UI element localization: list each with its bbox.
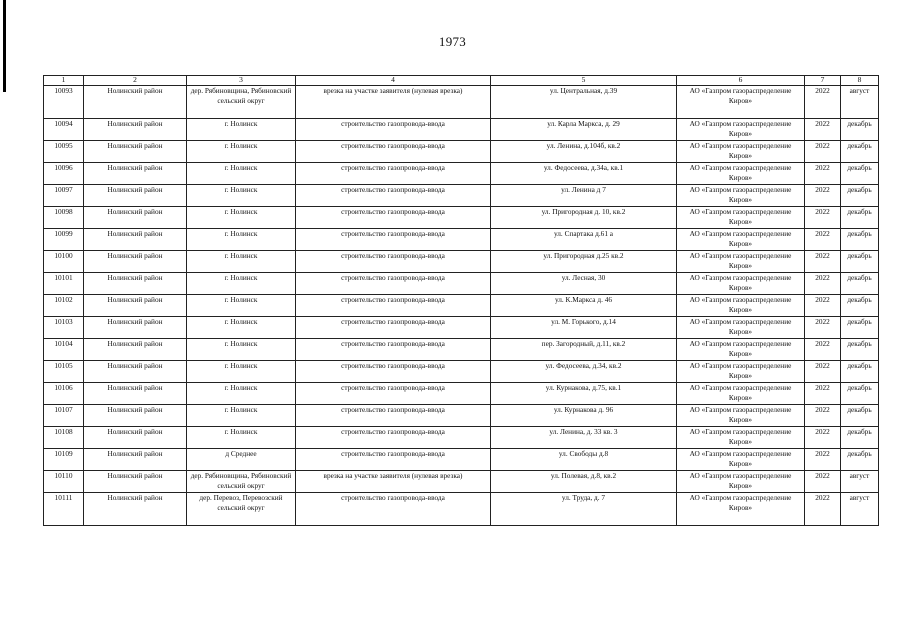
cell-district: Нолинский район xyxy=(84,449,187,471)
cell-month: декабрь xyxy=(841,273,879,295)
table-row xyxy=(44,163,879,185)
table-row xyxy=(44,383,879,405)
table-row xyxy=(44,119,879,141)
column-header: 4 xyxy=(296,76,491,86)
cell-address: ул. К.Маркса д. 46 xyxy=(491,295,677,317)
cell-district: Нолинский район xyxy=(84,339,187,361)
cell-month: август xyxy=(841,471,879,493)
cell-organization: АО «Газпром газораспределение Киров» xyxy=(677,141,805,163)
page-number: 1973 xyxy=(438,34,467,49)
cell-year: 2022 xyxy=(805,207,841,229)
cell-month: август xyxy=(841,86,879,119)
header-row xyxy=(44,76,879,86)
cell-number: 10105 xyxy=(44,361,84,383)
cell-year: 2022 xyxy=(805,141,841,163)
cell-district: Нолинский район xyxy=(84,119,187,141)
cell-address: ул. Труда, д. 7 xyxy=(491,493,677,526)
cell-settlement: г. Нолинск xyxy=(187,207,296,229)
cell-settlement: г. Нолинск xyxy=(187,295,296,317)
cell-organization: АО «Газпром газораспределение Киров» xyxy=(677,493,805,526)
column-header: 5 xyxy=(491,76,677,86)
cell-work-type: врезка на участке заявителя (нулевая врезка) xyxy=(296,86,491,119)
cell-month: декабрь xyxy=(841,207,879,229)
cell-year: 2022 xyxy=(805,273,841,295)
cell-district: Нолинский район xyxy=(84,405,187,427)
cell-address: ул. Пригородная д. 10, кв.2 xyxy=(491,207,677,229)
cell-address: пер. Загородный, д.11, кв.2 xyxy=(491,339,677,361)
cell-number: 10109 xyxy=(44,449,84,471)
cell-number: 10095 xyxy=(44,141,84,163)
cell-address: ул. Центральная, д.39 xyxy=(491,86,677,119)
cell-address: ул. Лесная, 30 xyxy=(491,273,677,295)
column-header: 6 xyxy=(677,76,805,86)
cell-year: 2022 xyxy=(805,163,841,185)
cell-work-type: строительство газопровода-ввода xyxy=(296,493,491,526)
cell-number: 10097 xyxy=(44,185,84,207)
data-table xyxy=(43,75,879,526)
table-row xyxy=(44,251,879,273)
cell-year: 2022 xyxy=(805,295,841,317)
cell-work-type: строительство газопровода-ввода xyxy=(296,295,491,317)
cell-number: 10100 xyxy=(44,251,84,273)
cell-number: 10107 xyxy=(44,405,84,427)
cell-district: Нолинский район xyxy=(84,427,187,449)
table-row xyxy=(44,493,879,526)
cell-month: декабрь xyxy=(841,185,879,207)
cell-month: декабрь xyxy=(841,229,879,251)
cell-organization: АО «Газпром газораспределение Киров» xyxy=(677,207,805,229)
column-header: 3 xyxy=(187,76,296,86)
cell-work-type: строительство газопровода-ввода xyxy=(296,339,491,361)
cell-year: 2022 xyxy=(805,383,841,405)
cell-organization: АО «Газпром газораспределение Киров» xyxy=(677,449,805,471)
cell-district: Нолинский район xyxy=(84,361,187,383)
cell-year: 2022 xyxy=(805,317,841,339)
cell-work-type: врезка на участке заявителя (нулевая врезка) xyxy=(296,471,491,493)
cell-district: Нолинский район xyxy=(84,317,187,339)
cell-number: 10104 xyxy=(44,339,84,361)
cell-number: 10099 xyxy=(44,229,84,251)
cell-district: Нолинский район xyxy=(84,471,187,493)
cell-organization: АО «Газпром газораспределение Киров» xyxy=(677,251,805,273)
cell-address: ул. Ленина, д. 33 кв. 3 xyxy=(491,427,677,449)
cell-district: Нолинский район xyxy=(84,295,187,317)
cell-work-type: строительство газопровода-ввода xyxy=(296,361,491,383)
cell-organization: АО «Газпром газораспределение Киров» xyxy=(677,295,805,317)
cell-organization: АО «Газпром газораспределение Киров» xyxy=(677,361,805,383)
cell-district: Нолинский район xyxy=(84,229,187,251)
table-row xyxy=(44,449,879,471)
cell-organization: АО «Газпром газораспределение Киров» xyxy=(677,317,805,339)
cell-settlement: г. Нолинск xyxy=(187,229,296,251)
table-row xyxy=(44,405,879,427)
cell-number: 10103 xyxy=(44,317,84,339)
cell-address: ул. Федосеева, д.34а, кв.1 xyxy=(491,163,677,185)
cell-year: 2022 xyxy=(805,185,841,207)
cell-month: декабрь xyxy=(841,141,879,163)
table-body xyxy=(44,86,879,526)
cell-work-type: строительство газопровода-ввода xyxy=(296,383,491,405)
cell-settlement: г. Нолинск xyxy=(187,251,296,273)
table-row xyxy=(44,86,879,119)
cell-number: 10102 xyxy=(44,295,84,317)
cell-number: 10094 xyxy=(44,119,84,141)
cell-number: 10101 xyxy=(44,273,84,295)
cell-settlement: г. Нолинск xyxy=(187,163,296,185)
cell-address: ул. М. Горького, д.14 xyxy=(491,317,677,339)
cell-address: ул. Карла Маркса, д. 29 xyxy=(491,119,677,141)
cell-month: декабрь xyxy=(841,295,879,317)
cell-month: декабрь xyxy=(841,251,879,273)
cell-year: 2022 xyxy=(805,493,841,526)
cell-organization: АО «Газпром газораспределение Киров» xyxy=(677,405,805,427)
cell-settlement: дер. Рябиновщина, Рябиновский сельский округ xyxy=(187,86,296,119)
cell-month: декабрь xyxy=(841,427,879,449)
cell-address: ул. Полевая, д.8, кв.2 xyxy=(491,471,677,493)
cell-number: 10098 xyxy=(44,207,84,229)
cell-address: ул. Свободы д.8 xyxy=(491,449,677,471)
cell-settlement: г. Нолинск xyxy=(187,405,296,427)
cell-work-type: строительство газопровода-ввода xyxy=(296,449,491,471)
column-header: 2 xyxy=(84,76,187,86)
cell-year: 2022 xyxy=(805,427,841,449)
cell-organization: АО «Газпром газораспределение Киров» xyxy=(677,273,805,295)
cell-year: 2022 xyxy=(805,229,841,251)
cell-settlement: дер. Перевоз, Перевозский сельский округ xyxy=(187,493,296,526)
cell-address: ул. Спартака д.61 а xyxy=(491,229,677,251)
cell-year: 2022 xyxy=(805,405,841,427)
column-header: 8 xyxy=(841,76,879,86)
cell-district: Нолинский район xyxy=(84,273,187,295)
cell-number: 10096 xyxy=(44,163,84,185)
table-row xyxy=(44,229,879,251)
cell-organization: АО «Газпром газораспределение Киров» xyxy=(677,383,805,405)
cell-settlement: г. Нолинск xyxy=(187,273,296,295)
cell-number: 10106 xyxy=(44,383,84,405)
cell-district: Нолинский район xyxy=(84,207,187,229)
cell-year: 2022 xyxy=(805,86,841,119)
table-row xyxy=(44,361,879,383)
cell-settlement: г. Нолинск xyxy=(187,361,296,383)
cell-work-type: строительство газопровода-ввода xyxy=(296,251,491,273)
cell-month: декабрь xyxy=(841,163,879,185)
cell-work-type: строительство газопровода-ввода xyxy=(296,229,491,251)
cell-year: 2022 xyxy=(805,361,841,383)
cell-month: декабрь xyxy=(841,405,879,427)
cell-year: 2022 xyxy=(805,339,841,361)
cell-district: Нолинский район xyxy=(84,185,187,207)
cell-district: Нолинский район xyxy=(84,251,187,273)
table-row xyxy=(44,141,879,163)
cell-work-type: строительство газопровода-ввода xyxy=(296,141,491,163)
cell-address: ул. Курнакова д. 96 xyxy=(491,405,677,427)
cell-organization: АО «Газпром газораспределение Киров» xyxy=(677,86,805,119)
cell-month: декабрь xyxy=(841,361,879,383)
cell-organization: АО «Газпром газораспределение Киров» xyxy=(677,339,805,361)
cell-work-type: строительство газопровода-ввода xyxy=(296,185,491,207)
cell-year: 2022 xyxy=(805,449,841,471)
cell-work-type: строительство газопровода-ввода xyxy=(296,163,491,185)
table-row xyxy=(44,317,879,339)
cell-month: декабрь xyxy=(841,317,879,339)
cell-district: Нолинский район xyxy=(84,493,187,526)
cell-address: ул. Курнакова, д.75, кв.1 xyxy=(491,383,677,405)
table-row xyxy=(44,295,879,317)
cell-number: 10108 xyxy=(44,427,84,449)
cell-work-type: строительство газопровода-ввода xyxy=(296,273,491,295)
cell-organization: АО «Газпром газораспределение Киров» xyxy=(677,427,805,449)
cell-address: ул. Ленина д 7 xyxy=(491,185,677,207)
table-row xyxy=(44,185,879,207)
cell-district: Нолинский район xyxy=(84,383,187,405)
cell-month: декабрь xyxy=(841,339,879,361)
cell-month: декабрь xyxy=(841,383,879,405)
cell-district: Нолинский район xyxy=(84,141,187,163)
cell-settlement: г. Нолинск xyxy=(187,317,296,339)
cell-year: 2022 xyxy=(805,119,841,141)
cell-month: декабрь xyxy=(841,449,879,471)
cell-work-type: строительство газопровода-ввода xyxy=(296,405,491,427)
cell-settlement: г. Нолинск xyxy=(187,185,296,207)
cell-settlement: г. Нолинск xyxy=(187,119,296,141)
cell-district: Нолинский район xyxy=(84,86,187,119)
table-row xyxy=(44,339,879,361)
cell-month: декабрь xyxy=(841,119,879,141)
cell-month: август xyxy=(841,493,879,526)
cell-address: ул. Ленина, д.104б, кв.2 xyxy=(491,141,677,163)
cell-organization: АО «Газпром газораспределение Киров» xyxy=(677,229,805,251)
cell-work-type: строительство газопровода-ввода xyxy=(296,317,491,339)
cell-address: ул. Пригородная д.25 кв.2 xyxy=(491,251,677,273)
cell-year: 2022 xyxy=(805,471,841,493)
cell-settlement: дер. Рябиновщина, Рябиновский сельский округ xyxy=(187,471,296,493)
cell-number: 10093 xyxy=(44,86,84,119)
table-row xyxy=(44,273,879,295)
cell-settlement: д Среднее xyxy=(187,449,296,471)
cell-year: 2022 xyxy=(805,251,841,273)
cell-settlement: г. Нолинск xyxy=(187,141,296,163)
cell-number: 10111 xyxy=(44,493,84,526)
column-header: 7 xyxy=(805,76,841,86)
cell-organization: АО «Газпром газораспределение Киров» xyxy=(677,471,805,493)
cell-settlement: г. Нолинск xyxy=(187,383,296,405)
column-header: 1 xyxy=(44,76,84,86)
cell-work-type: строительство газопровода-ввода xyxy=(296,119,491,141)
cell-organization: АО «Газпром газораспределение Киров» xyxy=(677,119,805,141)
cell-work-type: строительство газопровода-ввода xyxy=(296,427,491,449)
table-row xyxy=(44,427,879,449)
cell-district: Нолинский район xyxy=(84,163,187,185)
cell-organization: АО «Газпром газораспределение Киров» xyxy=(677,185,805,207)
cell-address: ул. Федосеева, д.34, кв.2 xyxy=(491,361,677,383)
cell-organization: АО «Газпром газораспределение Киров» xyxy=(677,163,805,185)
cell-work-type: строительство газопровода-ввода xyxy=(296,207,491,229)
cell-number: 10110 xyxy=(44,471,84,493)
table-row xyxy=(44,471,879,493)
table-row xyxy=(44,207,879,229)
cell-settlement: г. Нолинск xyxy=(187,427,296,449)
cell-settlement: г. Нолинск xyxy=(187,339,296,361)
